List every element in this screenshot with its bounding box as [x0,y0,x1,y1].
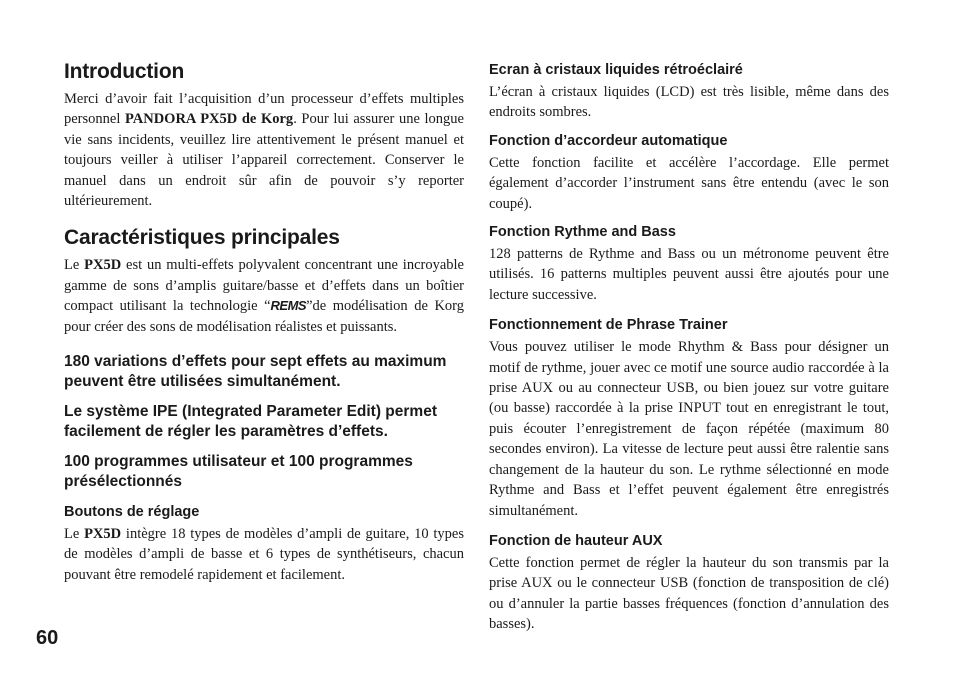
feature-ipe-system: Le système IPE (Integrated Parameter Edit) permet facilement de régler les paramètres d’effets. [64,403,437,441]
aux-pitch-heading: Fonction de hauteur AUX [489,532,663,549]
tuner-paragraph: Cette fonction facilite et accélère l’accordage. Elle permet également d’accorder l’instrument sans être entendu (avec le son coupé). [489,154,889,212]
tuner-heading: Fonction d’accordeur automatique [489,132,728,149]
features-heading: Caractéristiques principales [64,226,340,250]
product-name: PANDORA PX5D de Korg [124,111,294,128]
phrase-trainer-heading: Fonctionnement de Phrase Trainer [489,317,728,334]
page-number: 60 [36,627,59,649]
rhythm-heading: Fonction Rythme and Bass [489,224,676,241]
introduction-heading: Introduction [64,60,185,83]
phrase-trainer-paragraph: Vous pouvez utiliser le mode Rhythm & Bass pour désigner un motif de rythme, jouer avec ce motif une source audio raccordée à la prise AUX ou au connecteur USB, ou bien jouez sur votre guitare (ou basse) raccordée à la prise INPUT tout en enregistrant le tout, puis écouter l’enregistrement de façon répétée (maximum 80 secondes environ). La vitesse de lecture peut aussi être ralentie sans changement de la hauteur du son. Le rythme sélectionné en mode Rythme and Bass et l’effet peuvent également être enregistrés simultanément. [489,339,889,519]
rems-logo-icon: REMS [270,298,307,314]
feature-180-variations: 180 variations d’effets pour sept effets au maximum peuvent être utilisées simultanément. [64,353,447,391]
rhythm-paragraph: 128 patterns de Rythme and Bass ou un métronome peuvent être utilisés. 16 patterns multiples peuvent aussi être ajoutés pour une lecture successive. [489,246,889,303]
features-paragraph: Le PX5D est un multi-effets polyvalent concentrant une incroyable gamme de sons d’amplis guitare/basse et d’effets dans un boîtier compact utilisant la technologie “REMS”de modélisation de Korg pour créer des sons de modélisation réalistes et puissants. [64,257,464,335]
lcd-paragraph: L’écran à cristaux liquides (LCD) est très lisible, même dans des endroits sombres. [489,84,889,121]
knobs-heading: Boutons de réglage [64,504,200,521]
lcd-heading: Ecran à cristaux liquides rétroéclairé [489,62,743,78]
introduction-paragraph: Merci d’avoir fait l’acquisition d’un processeur d’effets multiples personnel PANDORA PX5D de Korg. Pour lui assurer une longue vie sans incidents, veuillez lire attentivement le présent manuel et toujours veiller à utiliser l’appareil correctement. Conserver le manuel dans un endroit sûr afin de pouvoir s’y reporter ultérieurement. [64,91,464,210]
left-column [64,60,464,585]
feature-100-programs: 100 programmes utilisateur et 100 programmes présélectionnés [64,453,413,491]
aux-pitch-paragraph: Cette fonction permet de régler la hauteur du son transmis par la prise AUX ou le connecteur USB (fonction de transposition de clé) ou d’annuler la partie basses fréquences (fonction d’annulation des basses). [489,554,889,633]
right-column [489,60,889,635]
knobs-paragraph: Le PX5D intègre 18 types de modèles d’ampli de guitare, 10 types de modèles d’ampli de basse et 6 types de synthétiseurs, chacun pouvant être remodelé rapidement et facilement. [64,526,465,583]
